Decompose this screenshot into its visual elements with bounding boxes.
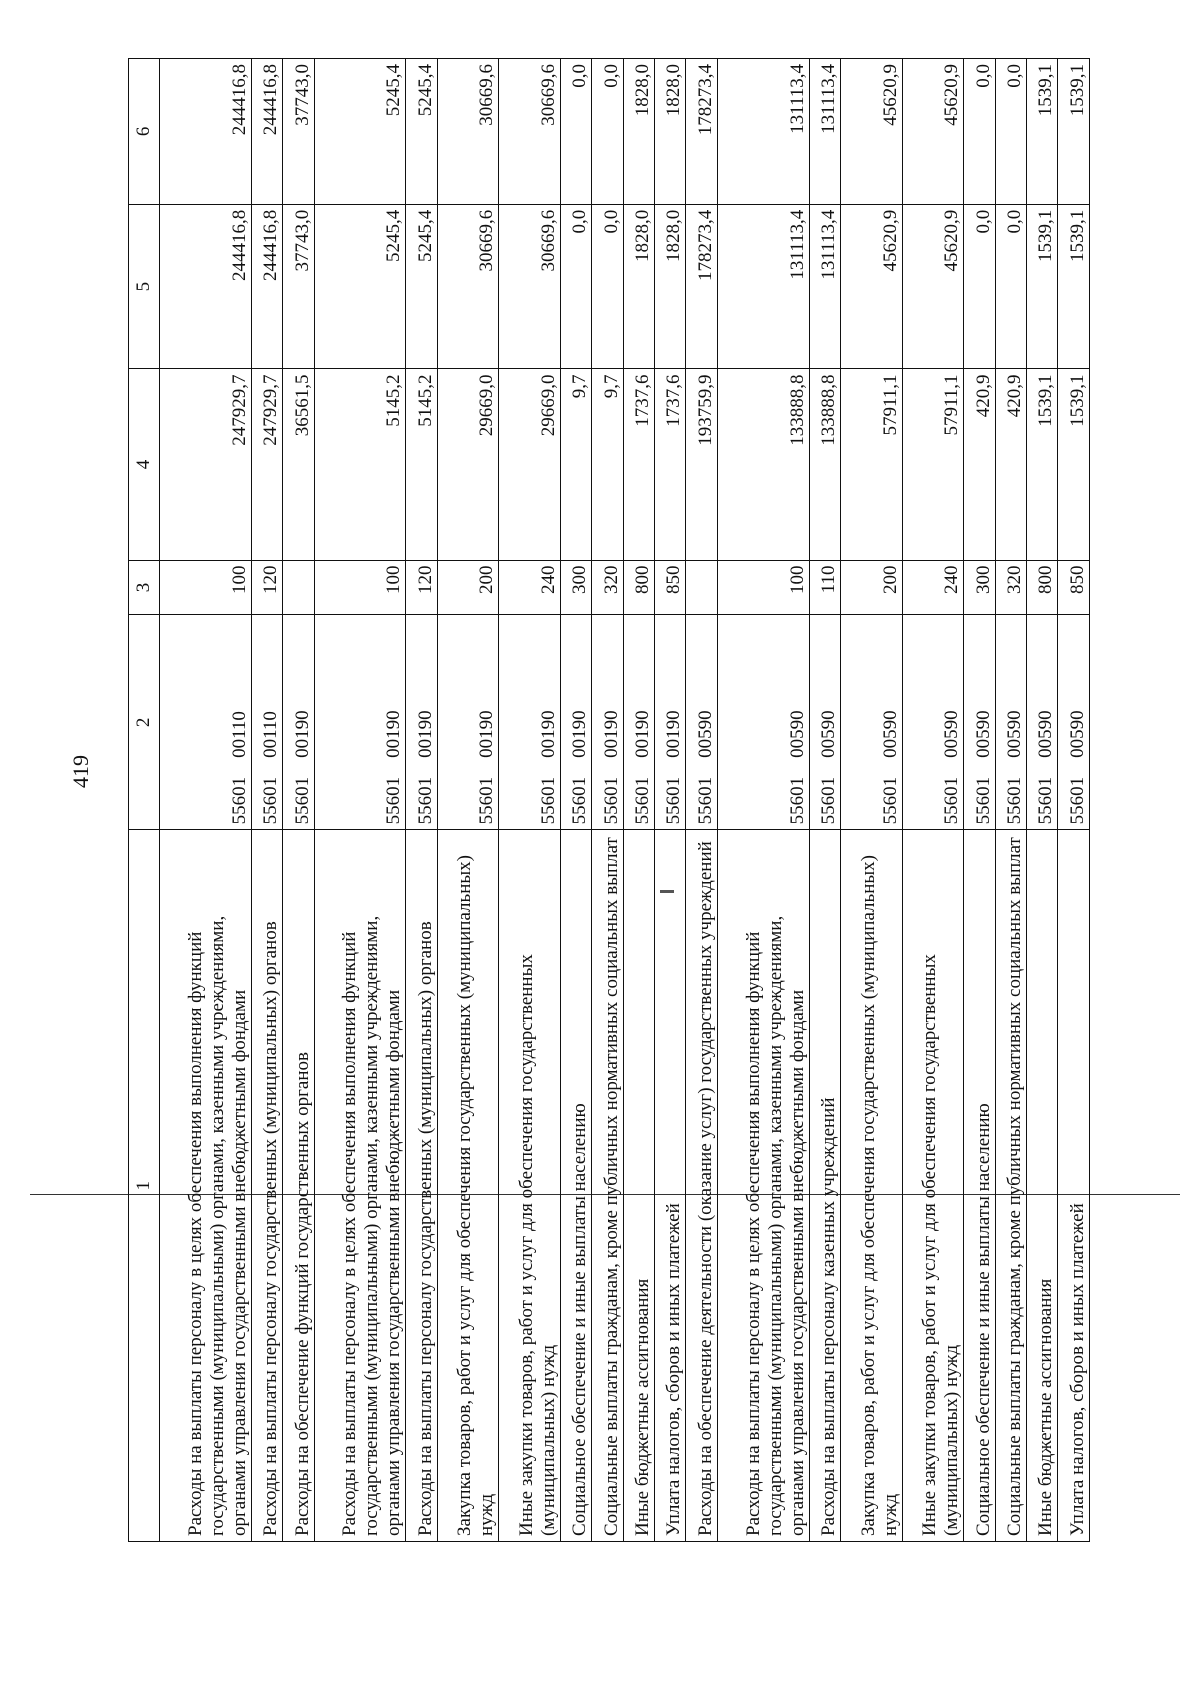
row-kvr-cell: 200: [841, 560, 903, 615]
code-part-b: 00110: [228, 711, 250, 758]
row-value-col6: 1539,1: [1026, 59, 1057, 205]
row-code-cell: [160, 615, 252, 830]
code-part-a: 55601: [600, 776, 622, 825]
table-row: [160, 59, 252, 1542]
row-kvr-cell: 300: [964, 560, 995, 615]
row-name-cell: Социальные выплаты гражданам, кроме публичных нормативных социальных выплат: [995, 830, 1026, 1542]
table-row: [283, 59, 314, 1542]
code-part-a: 55601: [818, 776, 840, 825]
row-code-cell: [809, 615, 840, 830]
row-code-cell: [437, 615, 499, 830]
table-row: [437, 59, 499, 1542]
row-value-col6: 131113,4: [809, 59, 840, 205]
row-name-cell: Социальное обеспечение и иные выплаты населению: [560, 830, 591, 1542]
row-value-col5: 5245,4: [406, 204, 437, 369]
row-kvr-cell: 100: [160, 560, 252, 615]
row-value-col5: 30669,6: [499, 204, 561, 369]
row-value-col4: 29669,0: [437, 369, 499, 560]
row-value-col5: 30669,6: [437, 204, 499, 369]
row-value-col4: 57911,1: [902, 369, 964, 560]
row-value-col4: 1737,6: [655, 369, 686, 560]
row-value-col4: 420,9: [995, 369, 1026, 560]
code-part-b: 00190: [537, 710, 559, 758]
row-value-col5: 244416,8: [160, 204, 252, 369]
row-value-col4: 5145,2: [314, 369, 406, 560]
table-row: [314, 59, 406, 1542]
row-value-col6: 131113,4: [717, 59, 809, 205]
table-row: [1058, 59, 1090, 1542]
code-part-a: 55601: [228, 776, 250, 825]
row-value-col4: 5145,2: [406, 369, 437, 560]
row-name-cell: Расходы на выплаты персоналу в целях обеспечения выполнения функций государственными (муниципальными) органами, казенными учреждениями, органами управления государственными внебюджетными фондами: [717, 830, 809, 1542]
header-cell: 2: [129, 615, 160, 830]
table-row: [592, 59, 623, 1542]
table-row: [686, 59, 717, 1542]
row-value-col4: 1539,1: [1026, 369, 1057, 560]
table-row: [251, 59, 282, 1542]
row-kvr-cell: 800: [1026, 560, 1057, 615]
budget-table: [128, 58, 1090, 1542]
code-part-a: 55601: [1035, 776, 1057, 825]
table-row: [1026, 59, 1057, 1542]
table-row: [809, 59, 840, 1542]
row-name-cell: Закупка товаров, работ и услуг для обеспечения государственных (муниципальных) нужд: [437, 830, 499, 1542]
table-row: [406, 59, 437, 1542]
header-cell: 3: [129, 560, 160, 615]
row-value-col5: 45620,9: [841, 204, 903, 369]
row-value-col5: 1539,1: [1058, 204, 1090, 369]
row-name-cell: Расходы на выплаты персоналу в целях обеспечения выполнения функций государственными (муниципальными) органами, казенными учреждениями, органами управления государственными внебюджетными фондами: [314, 830, 406, 1542]
code-part-a: 55601: [694, 776, 716, 825]
table-row: [499, 59, 561, 1542]
row-value-col6: 1539,1: [1058, 59, 1090, 205]
row-value-col6: 5245,4: [314, 59, 406, 205]
table-row: [995, 59, 1026, 1542]
row-kvr-cell: 200: [437, 560, 499, 615]
row-code-cell: [623, 615, 654, 830]
row-code-cell: [251, 615, 282, 830]
row-value-col5: 1539,1: [1026, 204, 1057, 369]
table-row: [902, 59, 964, 1542]
row-name-cell: Иные бюджетные ассигнования: [623, 830, 654, 1542]
row-code-cell: [902, 615, 964, 830]
row-name-cell: Расходы на выплаты персоналу казенных учреждений: [809, 830, 840, 1542]
code-part-b: 00590: [1035, 710, 1057, 758]
row-name-cell: Иные бюджетные ассигнования: [1026, 830, 1057, 1542]
code-part-a: 55601: [1067, 776, 1088, 825]
row-value-col6: 1828,0: [623, 59, 654, 205]
row-value-col6: 0,0: [592, 59, 623, 205]
code-part-a: 55601: [260, 776, 282, 825]
row-code-cell: [717, 615, 809, 830]
code-part-a: 55601: [1003, 776, 1025, 825]
code-part-b: 00590: [1067, 710, 1088, 758]
row-name-cell: Расходы на выплаты персоналу в целях обеспечения выполнения функций государственными (муниципальными) органами, казенными учреждениями, органами управления государственными внебюджетными фондами: [160, 830, 252, 1542]
row-kvr-cell: 850: [1058, 560, 1090, 615]
row-name-cell: Уплата налогов, сборов и иных платежей: [1058, 830, 1090, 1542]
code-part-a: 55601: [786, 776, 808, 825]
row-value-col4: 420,9: [964, 369, 995, 560]
row-code-cell: [1058, 615, 1090, 830]
row-value-col6: 37743,0: [283, 59, 314, 205]
row-value-col4: 133888,8: [809, 369, 840, 560]
row-name-cell: Закупка товаров, работ и услуг для обеспечения государственных (муниципальных) нужд: [841, 830, 903, 1542]
row-value-col4: 29669,0: [499, 369, 561, 560]
budget-table-container: [128, 58, 1090, 1542]
row-value-col6: 5245,4: [406, 59, 437, 205]
row-value-col4: 1737,6: [623, 369, 654, 560]
code-part-a: 55601: [291, 776, 313, 825]
row-value-col6: 45620,9: [841, 59, 903, 205]
row-value-col5: 0,0: [995, 204, 1026, 369]
code-part-b: 00190: [414, 710, 436, 758]
row-value-col6: 0,0: [560, 59, 591, 205]
table-row: [717, 59, 809, 1542]
code-part-b: 00590: [1003, 710, 1025, 758]
row-value-col5: 131113,4: [717, 204, 809, 369]
row-name-cell: Расходы на выплаты персоналу государственных (муниципальных) органов: [251, 830, 282, 1542]
row-kvr-cell: 320: [995, 560, 1026, 615]
row-code-cell: [283, 615, 314, 830]
table-row: [560, 59, 591, 1542]
code-part-b: 00190: [632, 710, 654, 758]
row-name-cell: Иные закупки товаров, работ и услуг для обеспечения государственных (муниципальных) нужд: [902, 830, 964, 1542]
row-code-cell: [655, 615, 686, 830]
code-part-a: 55601: [879, 776, 901, 825]
row-value-col5: 1828,0: [623, 204, 654, 369]
row-value-col4: 9,7: [592, 369, 623, 560]
code-part-b: 00590: [818, 710, 840, 758]
row-kvr-cell: 100: [314, 560, 406, 615]
row-code-cell: [995, 615, 1026, 830]
code-part-a: 55601: [663, 776, 685, 825]
row-value-col6: 30669,6: [499, 59, 561, 205]
row-kvr-cell: 240: [499, 560, 561, 615]
row-name-cell: Социальные выплаты гражданам, кроме публичных нормативных социальных выплат: [592, 830, 623, 1542]
row-code-cell: [841, 615, 903, 830]
row-kvr-cell: [686, 560, 717, 615]
row-kvr-cell: 120: [406, 560, 437, 615]
code-part-b: 00590: [694, 710, 716, 758]
table-row: [623, 59, 654, 1542]
row-value-col5: 1828,0: [655, 204, 686, 369]
row-value-col6: 178273,4: [686, 59, 717, 205]
row-name-cell: Уплата налогов, сборов и иных платежей: [655, 830, 686, 1542]
code-part-b: 00110: [260, 711, 282, 758]
row-kvr-cell: 240: [902, 560, 964, 615]
row-value-col5: 0,0: [560, 204, 591, 369]
row-value-col4: 133888,8: [717, 369, 809, 560]
row-value-col4: 36561,5: [283, 369, 314, 560]
row-kvr-cell: 850: [655, 560, 686, 615]
row-name-cell: Расходы на обеспечение функций государственных органов: [283, 830, 314, 1542]
code-part-a: 55601: [569, 776, 591, 825]
row-name-cell: Расходы на обеспечение деятельности (оказание услуг) государственных учреждений: [686, 830, 717, 1542]
row-value-col5: 178273,4: [686, 204, 717, 369]
row-code-cell: [406, 615, 437, 830]
row-value-col6: 0,0: [995, 59, 1026, 205]
row-kvr-cell: 800: [623, 560, 654, 615]
code-part-b: 00190: [383, 710, 405, 758]
code-part-a: 55601: [537, 776, 559, 825]
header-cell: 1: [129, 830, 160, 1542]
code-part-a: 55601: [972, 776, 994, 825]
row-value-col6: 1828,0: [655, 59, 686, 205]
code-part-a: 55601: [383, 776, 405, 825]
code-part-b: 00190: [476, 710, 498, 758]
row-value-col4: 9,7: [560, 369, 591, 560]
code-part-b: 00590: [941, 710, 963, 758]
row-value-col5: 0,0: [964, 204, 995, 369]
row-value-col5: 244416,8: [251, 204, 282, 369]
code-part-b: 00190: [600, 710, 622, 758]
row-kvr-cell: 320: [592, 560, 623, 615]
row-code-cell: [686, 615, 717, 830]
header-cell: 6: [129, 59, 160, 205]
table-row: [841, 59, 903, 1542]
row-name-cell: Социальное обеспечение и иные выплаты населению: [964, 830, 995, 1542]
row-value-col4: 57911,1: [841, 369, 903, 560]
row-value-col6: 45620,9: [902, 59, 964, 205]
code-part-a: 55601: [632, 776, 654, 825]
row-code-cell: [314, 615, 406, 830]
row-code-cell: [1026, 615, 1057, 830]
code-part-b: 00590: [786, 710, 808, 758]
row-code-cell: [499, 615, 561, 830]
row-code-cell: [964, 615, 995, 830]
table-row: [964, 59, 995, 1542]
row-value-col5: 45620,9: [902, 204, 964, 369]
table-row: [655, 59, 686, 1542]
row-value-col6: 244416,8: [251, 59, 282, 205]
row-value-col6: 0,0: [964, 59, 995, 205]
row-kvr-cell: 300: [560, 560, 591, 615]
table-body: [160, 59, 1090, 1542]
row-value-col4: 247929,7: [160, 369, 252, 560]
row-value-col5: 0,0: [592, 204, 623, 369]
row-kvr-cell: [283, 560, 314, 615]
header-cell: 5: [129, 204, 160, 369]
row-value-col5: 37743,0: [283, 204, 314, 369]
header-cell: 4: [129, 369, 160, 560]
row-value-col6: 244416,8: [160, 59, 252, 205]
code-part-b: 00590: [972, 710, 994, 758]
page-number: 419: [68, 755, 93, 788]
row-name-cell: Иные закупки товаров, работ и услуг для обеспечения государственных (муниципальных) нужд: [499, 830, 561, 1542]
row-value-col5: 131113,4: [809, 204, 840, 369]
code-part-b: 00190: [569, 710, 591, 758]
row-value-col5: 5245,4: [314, 204, 406, 369]
code-part-a: 55601: [414, 776, 436, 825]
row-kvr-cell: 120: [251, 560, 282, 615]
code-part-b: 00590: [879, 710, 901, 758]
row-code-cell: [560, 615, 591, 830]
code-part-b: 00190: [291, 710, 313, 758]
code-part-a: 55601: [941, 776, 963, 825]
row-kvr-cell: 100: [717, 560, 809, 615]
row-value-col4: 193759,9: [686, 369, 717, 560]
row-value-col6: 30669,6: [437, 59, 499, 205]
row-value-col4: 247929,7: [251, 369, 282, 560]
row-value-col4: 1539,1: [1058, 369, 1090, 560]
row-kvr-cell: 110: [809, 560, 840, 615]
table-header: [129, 59, 160, 1542]
code-part-b: 00190: [663, 710, 685, 758]
code-part-a: 55601: [476, 776, 498, 825]
row-code-cell: [592, 615, 623, 830]
row-name-cell: Расходы на выплаты персоналу государственных (муниципальных) органов: [406, 830, 437, 1542]
